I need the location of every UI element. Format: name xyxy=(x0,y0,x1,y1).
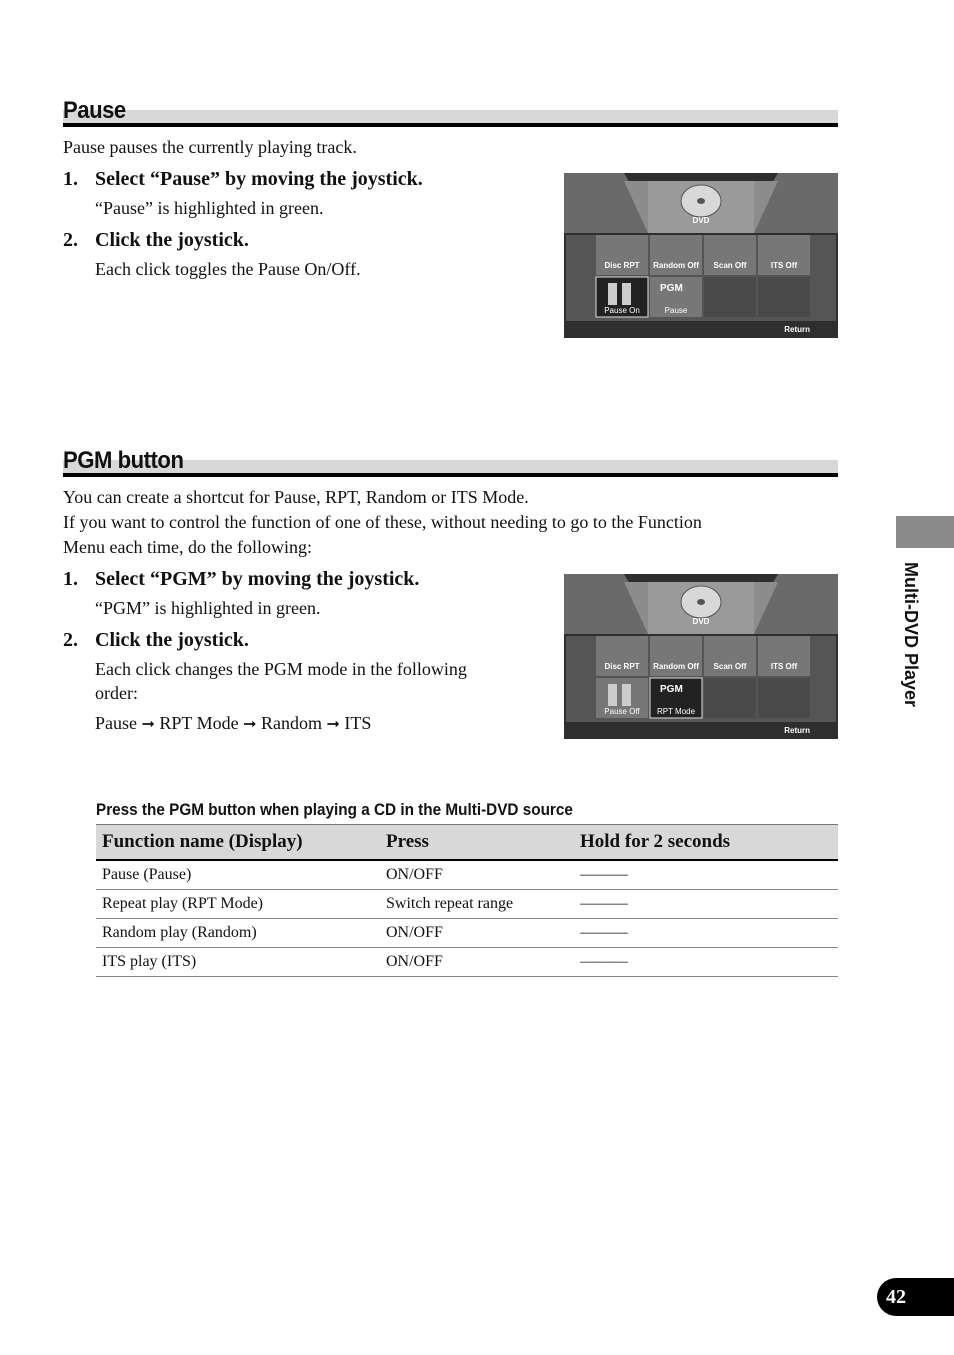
svg-text:Pause Off: Pause Off xyxy=(604,707,640,716)
pause-step-1: 1. Select “Pause” by moving the joystick. xyxy=(63,168,423,190)
pgm-intro-1: You can create a shortcut for Pause, RPT, Random or ITS Mode. xyxy=(63,487,529,507)
svg-text:Random Off: Random Off xyxy=(653,662,699,671)
pgm-menu-screenshot xyxy=(564,574,838,739)
pgm-step-2-detail-1: Each click changes the PGM mode in the following xyxy=(95,659,467,679)
column-header: Hold for 2 seconds xyxy=(574,825,838,861)
table-header-row xyxy=(96,825,838,861)
pgm-intro-3: Menu each time, do the following: xyxy=(63,537,312,557)
section-header-pgm xyxy=(63,447,838,480)
svg-text:Disc RPT: Disc RPT xyxy=(604,261,640,270)
svg-text:RPT Mode: RPT Mode xyxy=(656,707,696,716)
pause-step-2: 2. Click the joystick. xyxy=(63,229,249,251)
arrow-right-icon: ➞ xyxy=(141,716,155,733)
pgm-intro-2: If you want to control the function of one of these, without needing to go to the Function xyxy=(63,512,702,532)
pause-menu-screenshot xyxy=(564,173,838,338)
chapter-tab xyxy=(896,516,954,548)
section-title: Pause xyxy=(63,97,126,124)
table-row: Pause (Pause) ON/OFF ——— xyxy=(96,860,838,890)
svg-text:PGM: PGM xyxy=(660,283,683,294)
section-header-pause xyxy=(63,97,838,130)
svg-text:Pause: Pause xyxy=(664,306,688,315)
table-row: Random play (Random) ON/OFF ——— xyxy=(96,919,838,948)
column-header: Function name (Display) xyxy=(96,825,380,861)
arrow-right-icon: ➞ xyxy=(326,716,340,733)
return-button[interactable]: Return xyxy=(784,726,810,735)
svg-text:Scan Off: Scan Off xyxy=(713,662,747,671)
table-row: Repeat play (RPT Mode) Switch repeat range ——— xyxy=(96,890,838,919)
column-header: Press xyxy=(380,825,574,861)
svg-text:ITS Off: ITS Off xyxy=(770,261,798,270)
svg-text:Pause On: Pause On xyxy=(604,306,640,315)
svg-text:Random Off: Random Off xyxy=(653,261,699,270)
table-row: ITS play (ITS) ON/OFF ——— xyxy=(96,948,838,977)
chapter-label: Multi-DVD Player xyxy=(901,562,921,708)
page-number: 42 xyxy=(877,1278,954,1316)
arrow-right-icon: ➞ xyxy=(243,716,257,733)
pgm-order: Pause ➞ RPT Mode ➞ Random ➞ ITS xyxy=(95,713,372,733)
pause-step-2-detail: Each click toggles the Pause On/Off. xyxy=(95,259,361,279)
pgm-step-1-detail: “PGM” is highlighted in green. xyxy=(95,598,321,618)
dvd-label: DVD xyxy=(692,617,710,626)
pause-intro: Pause pauses the currently playing track. xyxy=(63,137,357,157)
table-caption: Press the PGM button when playing a CD in the Multi-DVD source xyxy=(96,800,573,819)
pgm-step-2: 2. Click the joystick. xyxy=(63,629,249,651)
dvd-label: DVD xyxy=(692,216,710,225)
svg-text:Disc RPT: Disc RPT xyxy=(604,662,640,671)
svg-text:ITS Off: ITS Off xyxy=(770,662,798,671)
svg-text:PGM: PGM xyxy=(660,684,683,695)
pgm-step-2-detail-2: order: xyxy=(95,683,138,703)
section-title: PGM button xyxy=(63,447,184,474)
svg-text:Scan Off: Scan Off xyxy=(713,261,747,270)
function-table xyxy=(96,824,838,977)
return-button[interactable]: Return xyxy=(784,325,810,334)
pause-step-1-detail: “Pause” is highlighted in green. xyxy=(95,198,324,218)
pgm-step-1: 1. Select “PGM” by moving the joystick. xyxy=(63,568,420,590)
